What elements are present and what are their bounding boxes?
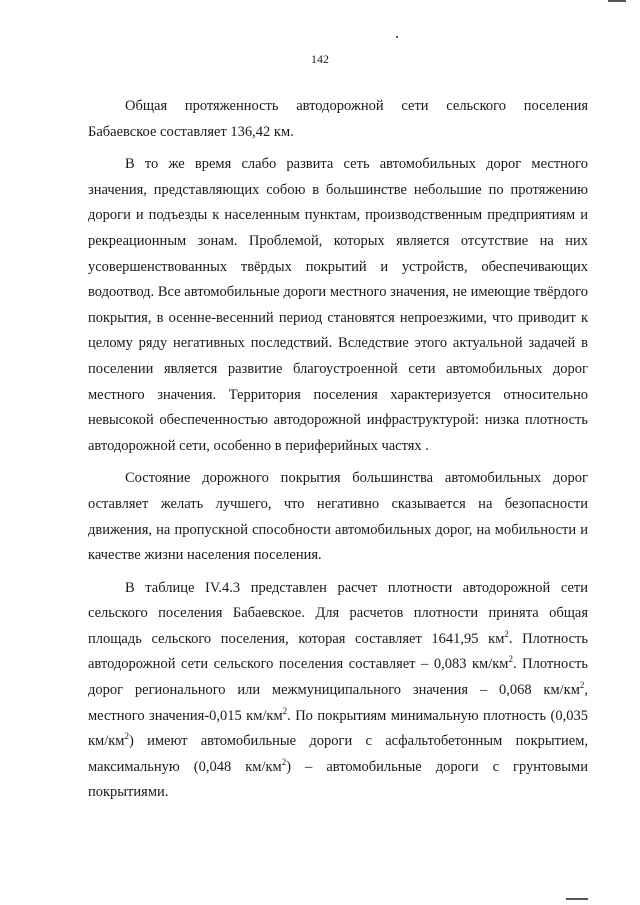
superscript-2: 2: [124, 731, 129, 742]
scan-speck-top-right: [608, 0, 626, 2]
paragraph-local-roads: В то же время слабо развита сеть автомобильных дорог местного значения, представляющих собою в большинстве небольшие по протяжению дороги и подъезды к населенным пунктам, производственным предприятиям и рекреационным зонам. Проблемой, которых является отсутствие на них усовершенствованных твёрдых покрытий и устройств, обеспечивающих водоотвод. Все автомобильные дороги местного значения, не имеющие твёрдого покрытия, в осенне-весенний период становятся непроезжими, что приводит к целому ряду негативных последствий. Вследствие этого актуальной задачей в поселении является развитие благоустроенной сети автомобильных дорог местного значения. Территория поселения характеризуется относительно невысокой обеспеченностью автодорожной инфраструктурой: низка плотность автодорожной сети, особенно в периферийных частях .: [88, 156, 588, 454]
density-text-3: . Плотность дорог регионального или межмуниципального значения – 0,068 км/км: [88, 656, 589, 699]
scan-speck-dot: [396, 36, 398, 38]
density-text-4: , местного значения-0,015 км/км: [88, 682, 588, 724]
paragraph-network-length: Общая протяженность автодорожной сети сельского поселения Бабаевское составляет 136,42 км.: [88, 98, 588, 140]
density-text-7: ) – автомобильные дороги с грунтовыми покрытиями.: [88, 758, 588, 801]
superscript-2: 2: [282, 705, 288, 716]
density-text-2: . Плотность автодорожной сети сельского поселения составляет – 0,083 км/км: [88, 630, 589, 673]
superscript-2: 2: [579, 680, 585, 691]
superscript-2: 2: [281, 756, 287, 767]
density-text-5: . По покрытиям минимальную плотность (0,035 км/км: [88, 707, 588, 750]
density-text-1: В таблице IV.4.3 представлен расчет плотности автодорожной сети сельского поселения Бабаевское. Для расчетов плотности принята общая площадь сельского поселения, которая составляет 1641,95 км: [88, 579, 588, 647]
paragraph-density-calculation: [88, 576, 588, 806]
density-text-6: ) имеют автомобильные дороги с асфальтобетонным покрытием, максимальную (0,048 км/км: [88, 733, 588, 775]
paragraph-road-condition: Состояние дорожного покрытия большинства автомобильных дорог оставляет желать лучшего, что негативно сказывается на безопасности движения, на пропускной способности автомобильных дорог, на мобильности и качестве жизни населения поселения.: [88, 470, 588, 564]
page-number: 142: [311, 52, 329, 66]
document-body: [88, 94, 588, 806]
superscript-2: 2: [504, 628, 509, 639]
superscript-2: 2: [508, 654, 513, 665]
scan-speck-bottom-right: [566, 898, 588, 900]
